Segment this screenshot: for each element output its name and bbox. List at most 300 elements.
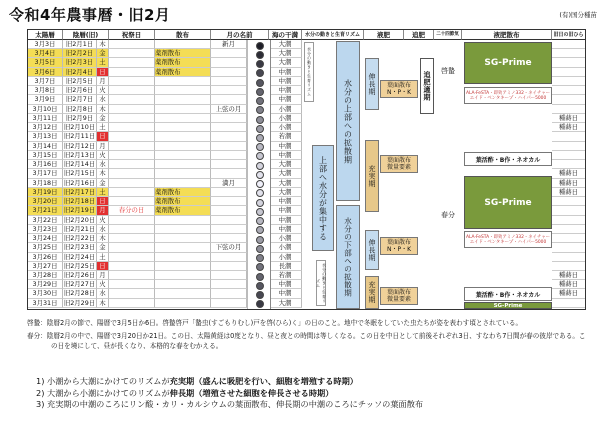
cell-t: 長潮 (269, 262, 302, 271)
cell-l: 旧2月17日 (63, 187, 96, 196)
cell-w: 月 (97, 206, 109, 215)
cell-s (155, 262, 211, 271)
moon-phase-icon (256, 273, 264, 281)
cell-d: 3月29日 (28, 280, 63, 289)
cell-t: 中潮 (269, 206, 302, 215)
cell-t: 小潮 (269, 243, 302, 252)
record-cell-empty (552, 151, 585, 160)
cell-f (109, 197, 155, 206)
record-cell: 種蒔日 (552, 123, 585, 132)
farm-calendar-table (27, 29, 586, 310)
leaf-spray-label: 葉面散布 (386, 289, 411, 296)
cell-s (155, 253, 211, 262)
cell-s: 薬剤散布 (155, 68, 211, 77)
cell-d: 3月3日 (28, 40, 63, 49)
moon-phase-icon (256, 236, 264, 244)
rhythm-downward-diffusion: 水分の下部への拡散期 (336, 205, 360, 309)
cell-w: 日 (97, 197, 109, 206)
cell-t: 大潮 (269, 49, 302, 58)
moon-phase-icon (256, 263, 264, 271)
cell-d: 3月17日 (28, 169, 63, 178)
moon-phase-icon (256, 282, 264, 290)
cell-f (109, 95, 155, 104)
cell-s (155, 280, 211, 289)
cell-t: 中潮 (269, 197, 302, 206)
cell-l: 旧2月4日 (63, 68, 97, 77)
record-cell: 種蒔日 (552, 169, 585, 178)
rule-text: 2) 大潮から小潮にかけてのリズムが (36, 387, 170, 398)
header-tide: 海の干満 (269, 30, 302, 40)
cell-s (155, 271, 211, 280)
cell-f (109, 280, 155, 289)
cell-d: 3月11日 (28, 114, 63, 123)
moon-phase-icon (256, 88, 264, 96)
note-shunbun: 春分：陰暦2月の中で、陽暦で3月20日か21日。この日、太陽黄経は0度となり、昼と夜との時間は等しくなる。この日を中日として前後それぞれ3日、すなわち7日間が春の彼岸である。この日を境にして、昼が長くなり、本格的な春をむかえる。 (27, 332, 586, 350)
note-keichitsu: 啓蟄：陰暦2月の節で、陽暦で3月5日か6日。啓蟄啓戸「蟄虫(すごもりむし)戸を啓(ひら)く」の日のこと。地中で冬眠をしていた虫たちが姿を表わす頃とされている。 (27, 319, 523, 327)
cell-d: 3月15日 (28, 151, 63, 160)
header-foliar: 液肥散布 (462, 30, 552, 40)
rule-line (36, 388, 423, 400)
page-title: 令和4年農事暦・旧2月 (9, 6, 171, 24)
cell-w: 火 (97, 216, 109, 225)
moon-phase-icon (256, 79, 264, 87)
growth-phase-ripening-2: 充実期 (365, 276, 379, 309)
cell-f (109, 179, 155, 188)
cell-d: 3月12日 (28, 123, 63, 132)
header-lunar: 陰暦(旧) (63, 30, 109, 40)
foliar-sg-prime-3: SG-Prime (464, 302, 552, 309)
cell-t: 中潮 (269, 216, 302, 225)
cell-w: 木 (97, 299, 109, 308)
cell-t: 中潮 (269, 151, 302, 160)
cell-d: 3月25日 (28, 243, 63, 252)
cell-s (155, 299, 211, 308)
cell-f (109, 123, 155, 132)
solar-term-notes (27, 318, 587, 354)
rhythm-small-note-2: 水分の動きと生育リズム (316, 260, 326, 306)
cell-t: 中潮 (269, 95, 302, 104)
cell-d: 3月28日 (28, 271, 63, 280)
cell-t: 大潮 (269, 58, 302, 67)
cell-w: 水 (97, 225, 109, 234)
cell-s (155, 40, 211, 49)
cell-d: 3月6日 (28, 68, 63, 77)
cell-w: 土 (97, 58, 109, 67)
cell-d: 3月14日 (28, 142, 63, 151)
foliar-ala-mix-2: ALA-FeSTA・即効アミノ332・ネイチャーエイド・ベンタキープ・ハイパー5000 (464, 231, 552, 248)
cell-s (155, 77, 211, 86)
cell-d: 3月18日 (28, 179, 63, 188)
record-cell-empty (552, 299, 585, 308)
cell-l: 旧2月25日 (63, 261, 96, 270)
record-cell-empty (552, 142, 585, 151)
cell-d: 3月9日 (28, 95, 63, 104)
rule-line (36, 399, 423, 411)
header-rhythm: 水分の動きと生育リズム (302, 30, 364, 40)
moon-phase-icon (256, 189, 264, 197)
cell-s (155, 160, 211, 169)
cell-s (155, 216, 211, 225)
cell-w: 土 (97, 253, 109, 262)
cell-l: 旧2月5日 (63, 77, 97, 86)
cell-m (211, 160, 247, 169)
cell-l: 旧2月10日 (63, 123, 96, 132)
header-festival: 祝祭日 (109, 30, 155, 40)
record-cell-empty (552, 253, 585, 262)
rule-text: 1) 小潮から大潮にかけてのリズムが (36, 376, 170, 386)
cell-t: 大潮 (269, 169, 302, 178)
cell-m (211, 86, 247, 95)
cell-d: 3月30日 (28, 289, 63, 298)
cell-m (211, 77, 247, 86)
moon-phase-icon (256, 217, 264, 225)
header-topdress: 追肥 (404, 30, 434, 40)
cell-m (211, 49, 247, 58)
cell-l: 旧2月1日 (63, 40, 97, 49)
topdress-window: 追肥適期 (420, 58, 434, 114)
cell-w: 木 (97, 40, 109, 49)
cell-s (155, 123, 211, 132)
cell-f (109, 271, 155, 280)
cell-m (211, 169, 247, 178)
cell-m: 新月 (211, 40, 247, 49)
cell-t: 大潮 (269, 40, 302, 49)
cell-m (211, 197, 247, 206)
cell-s: 薬剤散布 (155, 206, 211, 215)
moon-phase-icon (256, 300, 264, 308)
cell-l: 旧2月23日 (63, 243, 96, 252)
rule-text: 3) 充実期の中潮のころにリン酸・カリ・カルシウムの葉面散布、伸長期の中潮のころにチッソの葉面散布 (36, 399, 424, 409)
rule-emphasis: 伸長期（増殖させた細胞を伸長させる時期） (169, 387, 334, 398)
cell-f (109, 289, 155, 298)
cell-m (211, 299, 247, 308)
leaf-spray-sub: N・P・K (386, 246, 412, 253)
publisher-label: (有)国分種苗 (559, 11, 597, 19)
cell-s (155, 169, 211, 178)
cell-w: 火 (97, 151, 109, 160)
moon-phase-icon (256, 152, 264, 160)
cell-l: 旧2月13日 (63, 150, 96, 159)
cell-t: 中潮 (269, 289, 302, 298)
cell-w: 水 (97, 289, 109, 298)
record-cell-empty (552, 95, 585, 104)
foliar-ala-mix-1: ALA-FeSTA・即効アミノ332・ネイチャーエイド・ベンタキープ・ハイパー5000 (464, 87, 552, 104)
cell-m (211, 234, 247, 243)
moon-phase-icon (256, 60, 264, 68)
cell-t: 中潮 (269, 77, 302, 86)
cell-s (155, 225, 211, 234)
moon-phase-icon (256, 291, 264, 299)
growth-phase-elongation-1: 伸長期 (365, 58, 379, 110)
cell-l: 旧2月22日 (63, 234, 96, 243)
cell-s (155, 105, 211, 114)
cell-w: 木 (97, 169, 109, 178)
cell-m (211, 188, 247, 197)
record-cell-empty (552, 234, 585, 243)
rhythm-upper-concentration: 上部へ水分が集中する (312, 145, 334, 251)
cell-m (211, 289, 247, 298)
moon-phase-icon (256, 42, 264, 50)
header-spray: 散布 (155, 30, 211, 40)
cell-t: 小潮 (269, 105, 302, 114)
cell-m (211, 58, 247, 67)
cell-f (109, 40, 155, 49)
cell-f (109, 86, 155, 95)
cell-l: 旧2月26日 (63, 271, 96, 279)
leaf-spray-npk-1 (380, 80, 418, 98)
cell-l: 旧2月16日 (63, 178, 96, 187)
moon-phase-icon (256, 69, 264, 77)
cell-t: 小潮 (269, 114, 302, 123)
cell-w: 木 (97, 234, 109, 243)
cell-m (211, 95, 247, 104)
record-cell-empty (552, 262, 585, 271)
cell-t: 中潮 (269, 225, 302, 234)
record-cell-empty (552, 68, 585, 77)
cell-f (109, 299, 155, 308)
cell-d: 3月10日 (28, 105, 63, 114)
record-cell-empty (552, 197, 585, 206)
record-cell-empty (552, 58, 585, 67)
cell-s (155, 142, 211, 151)
foliar-trace-mix-2: 葉活酢・B作・ネオカル (464, 287, 552, 301)
record-cell-empty (552, 243, 585, 252)
cell-m (211, 206, 247, 215)
cell-d: 3月27日 (28, 262, 63, 271)
header-solar: 太陽暦 (28, 30, 63, 40)
cell-f (109, 105, 155, 114)
cell-s: 薬剤散布 (155, 49, 211, 58)
cell-l: 旧2月3日 (63, 58, 97, 67)
cell-d: 3月23日 (28, 225, 63, 234)
cell-w: 土 (97, 188, 109, 197)
cell-l: 旧2月7日 (63, 95, 97, 104)
record-cell-empty (552, 216, 585, 225)
cell-f (109, 243, 155, 252)
moon-phase-icon (256, 226, 264, 234)
moon-phase-icon (256, 180, 264, 188)
cell-l: 旧2月15日 (63, 169, 96, 178)
cell-w: 日 (97, 262, 109, 271)
rhythm-small-note-1: 水分の動きと生育リズム (304, 42, 314, 102)
cell-s (155, 114, 211, 123)
cell-m (211, 262, 247, 271)
cell-m (211, 253, 247, 262)
record-cell: 種蒔日 (552, 271, 585, 280)
cell-m (211, 280, 247, 289)
cell-l: 旧2月24日 (63, 252, 96, 261)
cell-f (109, 225, 155, 234)
cell-f (109, 253, 155, 262)
cell-m (211, 216, 247, 225)
cell-w: 木 (97, 105, 109, 114)
leaf-spray-sub: N・P・K (386, 89, 412, 96)
cell-t: 中潮 (269, 86, 302, 95)
cell-l: 旧2月28日 (63, 289, 96, 298)
cell-d: 3月20日 (28, 197, 63, 206)
cell-f (109, 49, 155, 58)
leaf-spray-sub: 微量要素 (386, 164, 411, 171)
cell-t: 若潮 (269, 132, 302, 141)
record-cell-empty (552, 132, 585, 141)
cell-s (155, 132, 211, 141)
cell-w: 日 (97, 132, 109, 141)
record-cell-empty (552, 105, 585, 114)
record-cell: 種蒔日 (552, 188, 585, 197)
cell-f: 春分の日 (109, 206, 155, 215)
cell-w: 火 (97, 86, 109, 95)
cell-w: 水 (97, 160, 109, 169)
cell-w: 土 (97, 123, 109, 132)
cell-l: 旧2月11日 (63, 132, 96, 141)
cell-f (109, 58, 155, 67)
cell-t: 大潮 (269, 160, 302, 169)
cell-t: 中潮 (269, 142, 302, 151)
rhythm-upward-diffusion: 水分の上部への拡散期 (336, 41, 360, 201)
cell-l: 旧2月29日 (63, 298, 96, 307)
moon-phase-icon (256, 162, 264, 170)
cell-w: 金 (97, 114, 109, 123)
moon-phase-icon (256, 116, 264, 124)
cell-d: 3月13日 (28, 132, 63, 141)
cell-w: 日 (97, 68, 109, 77)
cell-f (109, 132, 155, 141)
cell-s (155, 95, 211, 104)
cell-s: 薬剤散布 (155, 197, 211, 206)
record-cell-empty (552, 160, 585, 169)
cell-d: 3月5日 (28, 58, 63, 67)
cell-l: 旧2月12日 (63, 141, 96, 150)
cell-f (109, 151, 155, 160)
cell-s (155, 86, 211, 95)
moon-phase-column (247, 40, 271, 309)
cell-m (211, 271, 247, 280)
cell-s: 薬剤散布 (155, 58, 211, 67)
cell-w: 月 (97, 142, 109, 151)
cell-d: 3月22日 (28, 216, 63, 225)
cell-s (155, 151, 211, 160)
record-cell: 種蒔日 (552, 280, 585, 289)
sekki-shunbun: 春分 (441, 211, 455, 219)
header-record: 旧日の旧ひら (553, 32, 584, 38)
cell-f (109, 188, 155, 197)
record-cell-empty (552, 225, 585, 234)
cell-t: 大潮 (269, 188, 302, 197)
growth-rhythm-rules (36, 376, 423, 411)
moon-phase-icon (256, 143, 264, 151)
cell-d: 3月26日 (28, 253, 63, 262)
header-growth: 液肥 (364, 30, 404, 40)
record-cell: 種蒔日 (552, 289, 585, 298)
cell-w: 金 (97, 179, 109, 188)
rule-emphasis: 充実期（盛んに吸肥を行い、細胞を増殖する時期） (169, 376, 358, 386)
cell-s (155, 234, 211, 243)
cell-d: 3月4日 (28, 49, 63, 58)
cell-d: 3月7日 (28, 77, 63, 86)
cell-w: 水 (97, 95, 109, 104)
growth-phase-ripening-1: 充実期 (365, 140, 379, 212)
cell-t: 若潮 (269, 271, 302, 280)
cell-w: 月 (97, 271, 109, 280)
cell-f (109, 160, 155, 169)
cell-l: 旧2月18日 (63, 197, 96, 206)
cell-l: 旧2月14日 (63, 160, 96, 169)
moon-phase-icon (256, 254, 264, 262)
cell-s (155, 179, 211, 188)
foliar-sg-prime-1: SG-Prime (464, 42, 552, 84)
cell-f (109, 262, 155, 271)
cell-w: 金 (97, 243, 109, 252)
rule-line (36, 376, 423, 388)
leaf-spray-npk-2 (380, 237, 418, 255)
header-sekki: 二十四節気 (434, 30, 462, 40)
cell-d: 3月16日 (28, 160, 63, 169)
cell-l: 旧2月20日 (63, 215, 96, 224)
moon-phase-icon (256, 125, 264, 133)
cell-m: 満月 (211, 179, 247, 188)
cell-m (211, 132, 247, 141)
record-cell-empty (552, 206, 585, 215)
cell-m (211, 151, 247, 160)
leaf-spray-label: 葉面散布 (386, 82, 411, 89)
cell-m (211, 114, 247, 123)
cell-w: 月 (97, 77, 109, 86)
growth-phase-elongation-2: 伸長期 (365, 230, 379, 270)
cell-f (109, 216, 155, 225)
cell-w: 金 (97, 49, 109, 58)
cell-d: 3月31日 (28, 299, 63, 308)
leaf-spray-label: 葉面散布 (386, 239, 411, 246)
cell-f (109, 142, 155, 151)
record-cell-empty (552, 86, 585, 95)
cell-f (109, 114, 155, 123)
cell-s: 薬剤散布 (155, 188, 211, 197)
leaf-spray-trace-2 (380, 287, 418, 305)
cell-t: 小潮 (269, 123, 302, 132)
cell-l: 旧2月9日 (63, 114, 97, 123)
cell-f (109, 234, 155, 243)
cell-d: 3月19日 (28, 188, 63, 197)
cell-t: 小潮 (269, 234, 302, 243)
header-moon-name: 月の名前 (211, 30, 269, 40)
moon-phase-icon (256, 208, 264, 216)
cell-m (211, 123, 247, 132)
cell-t: 大潮 (269, 299, 302, 308)
moon-phase-icon (256, 97, 264, 105)
cell-t: 大潮 (269, 179, 302, 188)
moon-phase-icon (256, 171, 264, 179)
cell-f (109, 77, 155, 86)
moon-phase-icon (256, 199, 264, 207)
foliar-trace-mix-1: 葉活酢・B作・ネオカル (464, 152, 552, 166)
cell-d: 3月8日 (28, 86, 63, 95)
cell-t: 中潮 (269, 280, 302, 289)
cell-s (155, 243, 211, 252)
foliar-sg-prime-2: SG-Prime (464, 176, 552, 229)
record-cell: 種蒔日 (552, 114, 585, 123)
cell-m: 下弦の月 (211, 243, 247, 252)
record-cell: 種蒔日 (552, 179, 585, 188)
sekki-keichitsu: 啓蟄 (441, 67, 455, 75)
moon-phase-icon (256, 245, 264, 253)
cell-m (211, 68, 247, 77)
cell-l: 旧2月2日 (63, 49, 97, 58)
cell-f (109, 68, 155, 77)
cell-m: 上弦の月 (211, 105, 247, 114)
cell-l: 旧2月6日 (63, 86, 97, 95)
cell-l: 旧2月19日 (63, 206, 96, 215)
cell-s (155, 289, 211, 298)
